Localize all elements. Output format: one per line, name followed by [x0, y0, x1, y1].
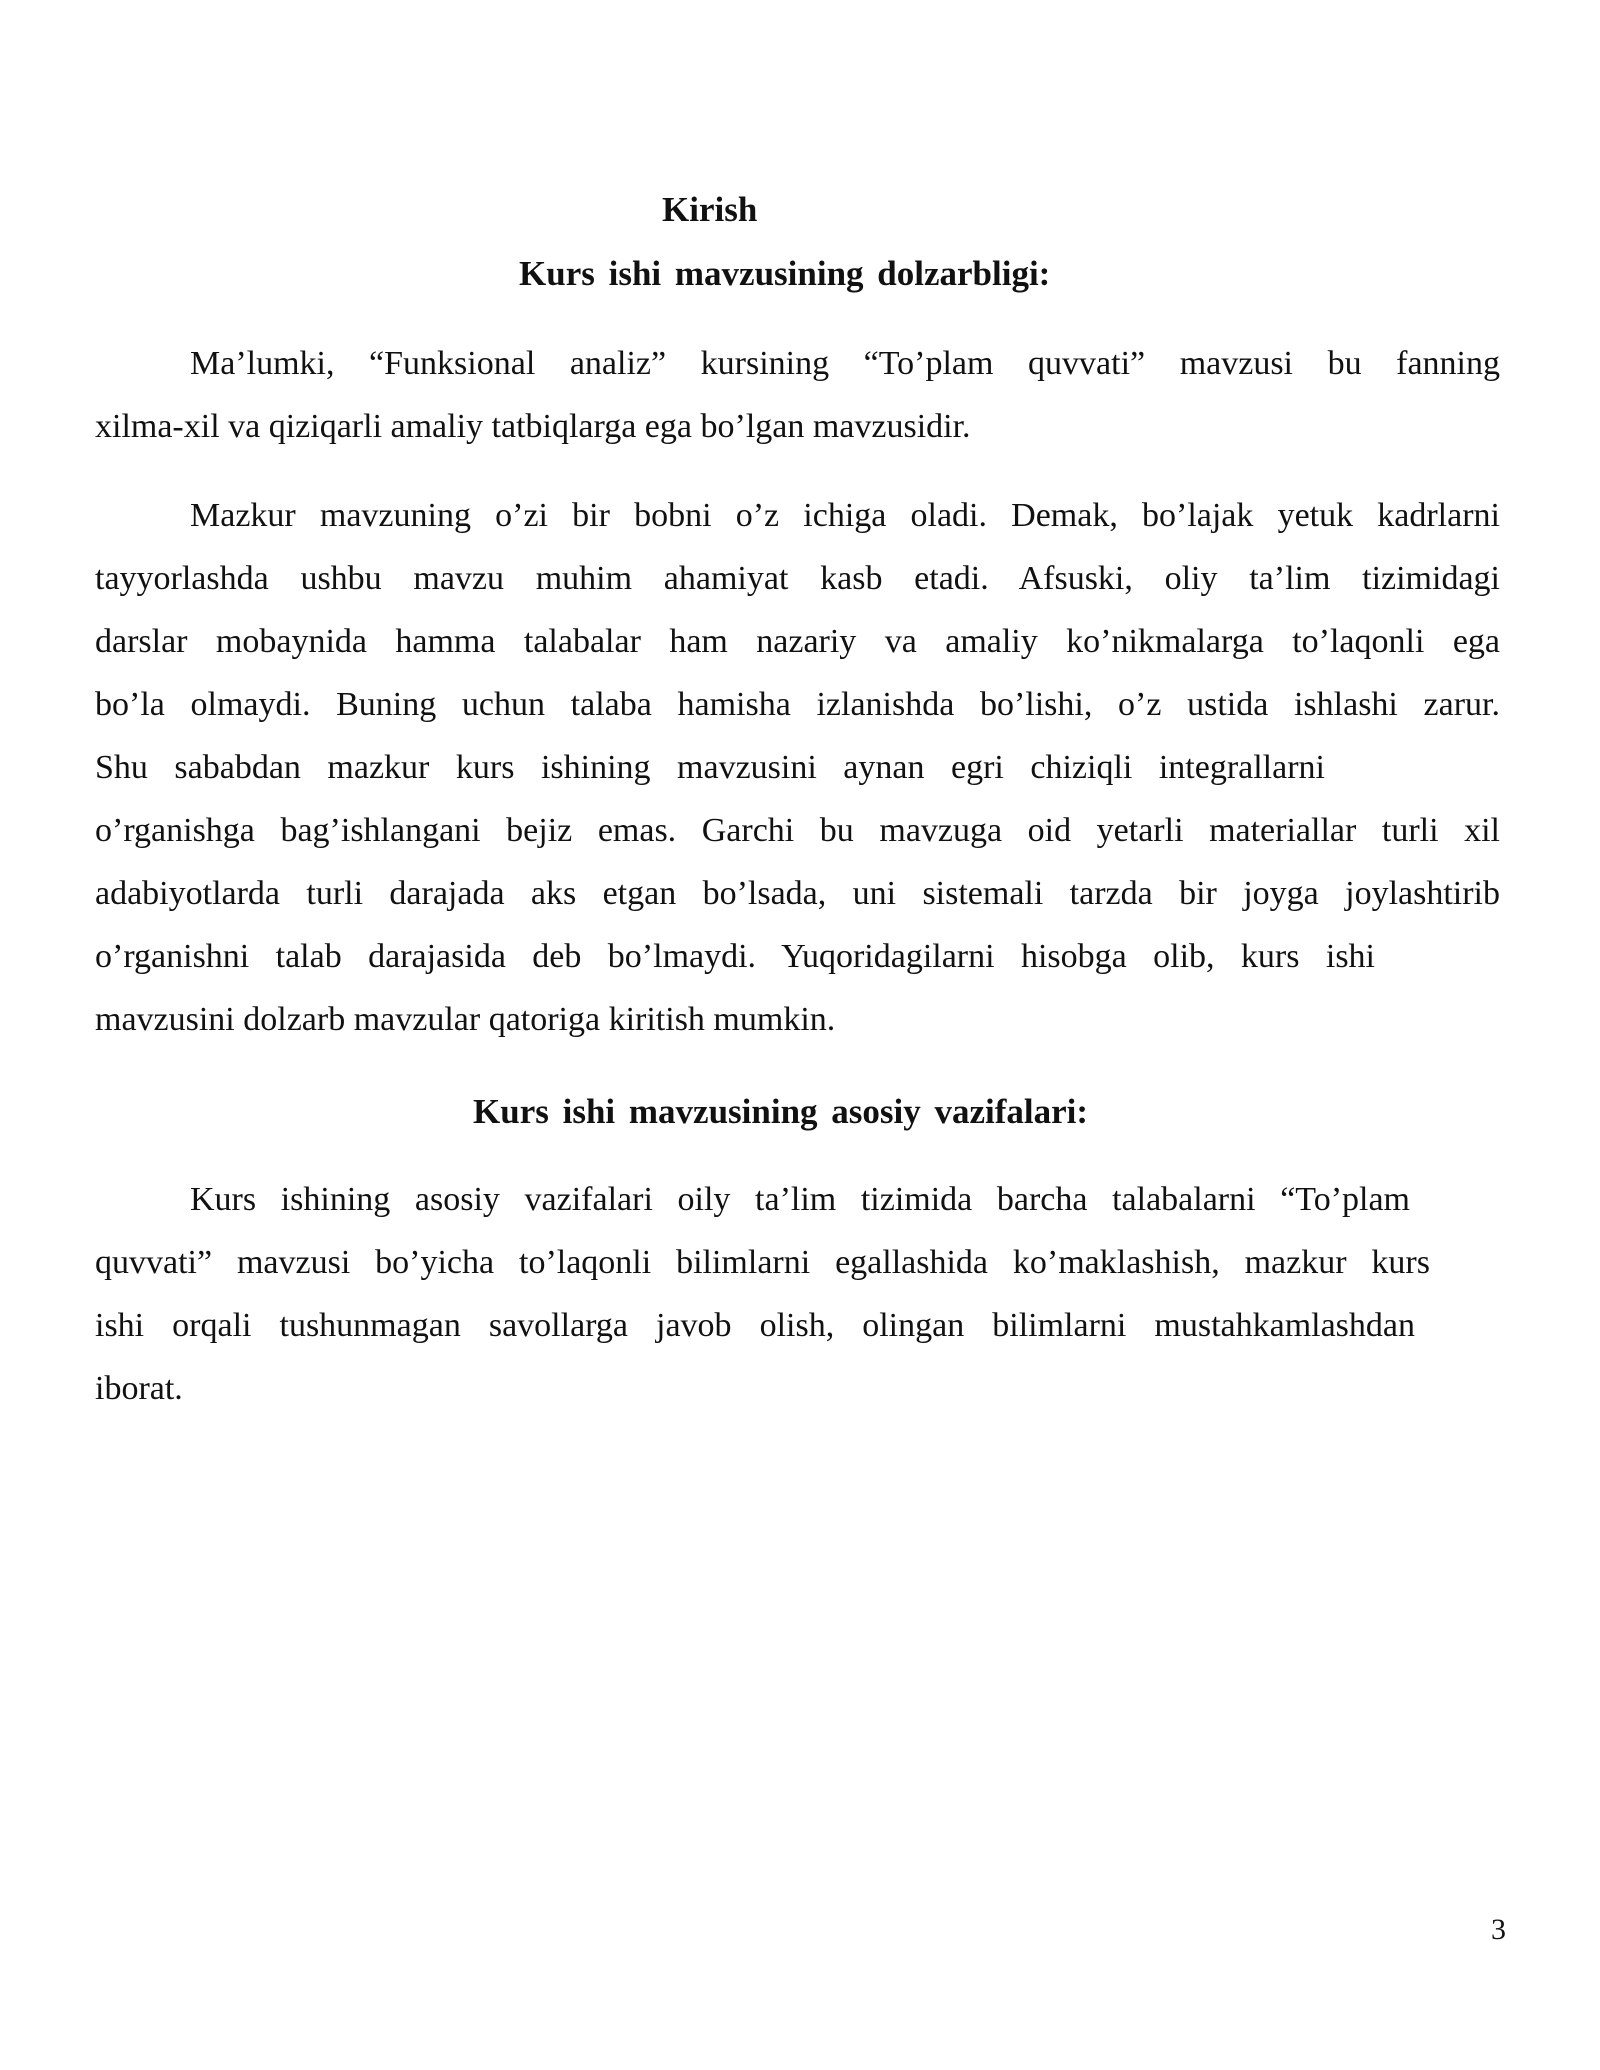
paragraph-line: Kurs ishining asosiy vazifalari oily ta’lim tizimida barcha talabalarni “To’plam: [190, 1181, 1410, 1218]
paragraph-line: quvvati” mavzusi bo’yicha to’laqonli bilimlarni egallashida ko’maklashish, mazkur kurs: [95, 1244, 1430, 1281]
section-heading-relevance: Kurs ishi mavzusining dolzarbligi:: [519, 254, 1051, 293]
paragraph-line: tayyorlashda ushbu mavzu muhim ahamiyat kasb etadi. Afsuski, oliy ta’lim tizimidagi: [95, 560, 1500, 597]
section-heading-tasks: Kurs ishi mavzusining asosiy vazifalari:: [473, 1092, 1089, 1131]
paragraph-line: Ma’lumki, “Funksional analiz” kursining “To’plam quvvati” mavzusi bu fanning: [190, 345, 1500, 382]
paragraph-line: mavzusini dolzarb mavzular qatoriga kiritish mumkin.: [95, 1001, 836, 1038]
paragraph-line: Shu sababdan mazkur kurs ishining mavzusini aynan egri chiziqli integrallarni: [95, 749, 1325, 786]
paragraph-line: o’rganishni talab darajasida deb bo’lmaydi. Yuqoridagilarni hisobga olib, kurs ishi: [95, 938, 1375, 975]
paragraph-line: ishi orqali tushunmagan savollarga javob olish, olingan bilimlarni mustahkamlashdan: [95, 1307, 1415, 1344]
paragraph-line: Mazkur mavzuning o’zi bir bobni o’z ichiga oladi. Demak, bo’lajak yetuk kadrlarni: [190, 497, 1500, 534]
document-title: Kirish: [662, 190, 758, 229]
paragraph-line: xilma-xil va qiziqarli amaliy tatbiqlarga ega bo’lgan mavzusidir.: [95, 408, 971, 445]
paragraph-line: o’rganishga bag’ishlangani bejiz emas. Garchi bu mavzuga oid yetarli materiallar turli xil: [95, 812, 1500, 849]
page-number: 3: [1491, 1913, 1506, 1946]
paragraph-line: iborat.: [95, 1370, 183, 1407]
paragraph-line: adabiyotlarda turli darajada aks etgan bo’lsada, uni sistemali tarzda bir joyga joylashtirib: [95, 875, 1500, 912]
paragraph-line: darslar mobaynida hamma talabalar ham nazariy va amaliy ko’nikmalarga to’laqonli ega: [95, 623, 1500, 660]
paragraph-line: bo’la olmaydi. Buning uchun talaba hamisha izlanishda bo’lishi, o’z ustida ishlashi zarur.: [95, 686, 1500, 723]
